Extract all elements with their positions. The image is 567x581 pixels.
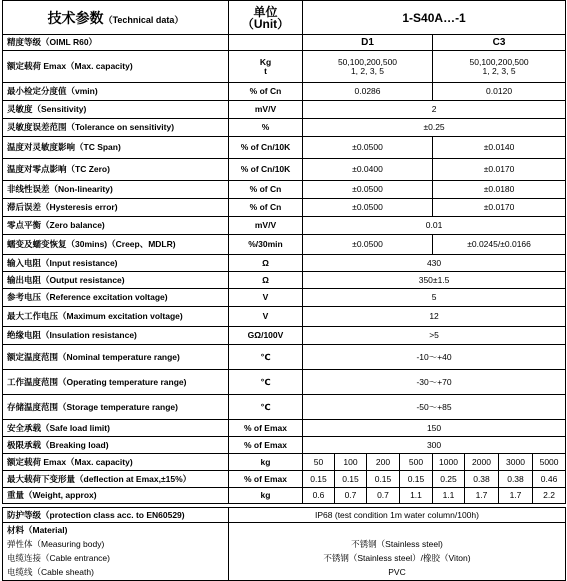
header-unit bbox=[229, 1, 303, 35]
cap-cell: 1000 bbox=[433, 454, 465, 471]
row-label: 极限承载（Breaking load) bbox=[3, 437, 229, 454]
grade-c3: C3 bbox=[433, 35, 566, 51]
row-label: 额定载荷 Emax（Max. capacity) bbox=[3, 51, 229, 83]
row-unit: ℃ bbox=[229, 370, 303, 395]
value-c3: ±0.0170 bbox=[433, 199, 566, 217]
body-label: 弹性体（Measuring body) bbox=[7, 538, 105, 549]
row-unit: Ω bbox=[229, 255, 303, 272]
row-unit: %/30min bbox=[229, 235, 303, 255]
deflection-cell: 0.38 bbox=[499, 471, 533, 488]
row-label: 存储温度范围（Storage temperature range) bbox=[3, 395, 229, 420]
row-label: 温度对零点影响（TC Zero) bbox=[3, 159, 229, 181]
table-row bbox=[3, 83, 566, 101]
deflection-cell: 0.15 bbox=[303, 471, 335, 488]
row-unit: ℃ bbox=[229, 395, 303, 420]
value-c3: ±0.0140 bbox=[433, 137, 566, 159]
unit-kg: Kg bbox=[259, 57, 272, 67]
row-label: 输入电阻（Input resistance) bbox=[3, 255, 229, 272]
table-row bbox=[3, 217, 566, 235]
row-label: 灵敏度（Sensitivity) bbox=[3, 101, 229, 119]
value-d1: ±0.0500 bbox=[303, 199, 433, 217]
table-row bbox=[3, 235, 566, 255]
table-row bbox=[3, 137, 566, 159]
table-row bbox=[3, 508, 566, 523]
row-label: 灵敏度误差范围（Tolerance on sensitivity) bbox=[3, 119, 229, 137]
row-label: 零点平衡（Zero balance) bbox=[3, 217, 229, 235]
row-unit: V bbox=[229, 289, 303, 307]
table-row bbox=[3, 272, 566, 289]
cap-cell: 50 bbox=[303, 454, 335, 471]
table-row bbox=[3, 289, 566, 307]
value-c3: 0.0120 bbox=[433, 83, 566, 101]
emax-c3 bbox=[433, 51, 566, 83]
table-row bbox=[3, 345, 566, 370]
row-label: 重量（Weight, approx) bbox=[3, 488, 229, 504]
table-row bbox=[3, 471, 566, 488]
row-value: 300 bbox=[303, 437, 566, 454]
row-value: 150 bbox=[303, 420, 566, 437]
row-unit: % of Cn bbox=[229, 181, 303, 199]
table-row bbox=[3, 523, 566, 581]
row-value: IP68 (test condition 1m water column/100h) bbox=[229, 508, 566, 523]
table-row bbox=[3, 181, 566, 199]
row-unit: % of Emax bbox=[229, 437, 303, 454]
row-label: 参考电压（Reference excitation voltage) bbox=[3, 289, 229, 307]
row-value: 350±1.5 bbox=[303, 272, 566, 289]
row-unit bbox=[229, 35, 303, 51]
table-row bbox=[3, 255, 566, 272]
row-unit: % of Emax bbox=[229, 471, 303, 488]
table-row bbox=[3, 307, 566, 327]
sheath-value: PVC bbox=[388, 566, 406, 577]
row-label: 防护等级（protection class acc. to EN60529) bbox=[3, 508, 229, 523]
entrance-label: 电缆连接（Cable entrance) bbox=[7, 552, 110, 563]
material-values bbox=[229, 523, 566, 581]
value-c3: ±0.0245/±0.0166 bbox=[433, 235, 566, 255]
material-label: 材料（Material) bbox=[7, 524, 68, 535]
cap-cell: 500 bbox=[400, 454, 433, 471]
table-row bbox=[3, 101, 566, 119]
weight-cell: 2.2 bbox=[533, 488, 566, 504]
value-d1: ±0.0500 bbox=[303, 181, 433, 199]
deflection-cell: 0.46 bbox=[533, 471, 566, 488]
row-unit: V bbox=[229, 307, 303, 327]
value-d1: ±0.0400 bbox=[303, 159, 433, 181]
header-title-en: （Technical data） bbox=[103, 14, 184, 25]
table-row bbox=[3, 395, 566, 420]
row-value: 12 bbox=[303, 307, 566, 327]
row-label: 非线性误差（Non-linearity) bbox=[3, 181, 229, 199]
emax-d1-t: 1, 2, 3, 5 bbox=[350, 65, 385, 76]
weight-cell: 1.1 bbox=[400, 488, 433, 504]
row-unit: ℃ bbox=[229, 345, 303, 370]
row-value: 5 bbox=[303, 289, 566, 307]
entrance-value: 不锈钢（Stainless steel）/橡胶（Viton) bbox=[323, 552, 471, 563]
row-label: 滞后误差（Hysteresis error) bbox=[3, 199, 229, 217]
header-model: 1-S40A…-1 bbox=[303, 1, 566, 35]
row-label: 输出电阻（Output resistance) bbox=[3, 272, 229, 289]
row-value: -50～+85 bbox=[303, 395, 566, 420]
body-value: 不锈钢（Stainless steel) bbox=[351, 538, 443, 549]
cap-cell: 100 bbox=[335, 454, 367, 471]
value-d1: ±0.0500 bbox=[303, 235, 433, 255]
row-unit: GΩ/100V bbox=[229, 327, 303, 345]
table-row bbox=[3, 370, 566, 395]
deflection-cell: 0.15 bbox=[335, 471, 367, 488]
table-row bbox=[3, 437, 566, 454]
row-value: 2 bbox=[303, 101, 566, 119]
deflection-cell: 0.15 bbox=[367, 471, 400, 488]
deflection-cell: 0.25 bbox=[433, 471, 465, 488]
value-c3: ±0.0180 bbox=[433, 181, 566, 199]
value-d1: ±0.0500 bbox=[303, 137, 433, 159]
row-unit: kg bbox=[229, 488, 303, 504]
row-value: >5 bbox=[303, 327, 566, 345]
row-label: 蠕变及蠕变恢复（30mins)（Creep、MDLR) bbox=[3, 235, 229, 255]
row-label: 额定载荷 Emax（Max. capacity) bbox=[3, 454, 229, 471]
row-unit: Ω bbox=[229, 272, 303, 289]
row-unit: % of Cn bbox=[229, 199, 303, 217]
row-unit: kg bbox=[229, 454, 303, 471]
sheath-label: 电缆线（Cable sheath) bbox=[7, 566, 94, 577]
row-value: -10～+40 bbox=[303, 345, 566, 370]
row-label: 最小检定分度值（vmin) bbox=[3, 83, 229, 101]
row-value: -30～+70 bbox=[303, 370, 566, 395]
row-unit: % of Cn bbox=[229, 83, 303, 101]
row-unit: % of Cn/10K bbox=[229, 159, 303, 181]
weight-cell: 0.7 bbox=[367, 488, 400, 504]
row-label: 最大工作电压（Maximum excitation voltage) bbox=[3, 307, 229, 327]
cap-cell: 5000 bbox=[533, 454, 566, 471]
row-label: 额定温度范围（Nominal temperature range) bbox=[3, 345, 229, 370]
emax-d1 bbox=[303, 51, 433, 83]
table-row bbox=[3, 199, 566, 217]
table-row bbox=[3, 420, 566, 437]
header-title-cn: 技术参数 bbox=[47, 9, 104, 26]
value-d1: 0.0286 bbox=[303, 83, 433, 101]
technical-data-table bbox=[2, 0, 566, 504]
row-unit: % of Cn/10K bbox=[229, 137, 303, 159]
deflection-cell: 0.15 bbox=[400, 471, 433, 488]
weight-cell: 1.1 bbox=[433, 488, 465, 504]
header-title bbox=[3, 1, 229, 35]
table-row bbox=[3, 159, 566, 181]
weight-cell: 0.6 bbox=[303, 488, 335, 504]
cap-cell: 2000 bbox=[465, 454, 499, 471]
value-c3: ±0.0170 bbox=[433, 159, 566, 181]
cap-cell: 200 bbox=[367, 454, 400, 471]
emax-d1-kg: 50,100,200,500 bbox=[337, 57, 398, 67]
row-value: ±0.25 bbox=[303, 119, 566, 137]
table-row bbox=[3, 454, 566, 471]
emax-c3-t: 1, 2, 3, 5 bbox=[482, 65, 516, 76]
row-unit: % bbox=[229, 119, 303, 137]
row-value: 430 bbox=[303, 255, 566, 272]
cap-cell: 3000 bbox=[499, 454, 533, 471]
header-row bbox=[3, 1, 566, 35]
weight-cell: 0.7 bbox=[335, 488, 367, 504]
emax-c3-kg: 50,100,200,500 bbox=[469, 57, 529, 67]
unit-t: t bbox=[264, 65, 267, 76]
material-labels bbox=[3, 523, 229, 581]
table-row bbox=[3, 488, 566, 504]
row-unit: mV/V bbox=[229, 101, 303, 119]
row-unit: mV/V bbox=[229, 217, 303, 235]
materials-table bbox=[2, 507, 566, 581]
row-label: 安全承载（Safe load limit) bbox=[3, 420, 229, 437]
row-label: 最大载荷下变形量（deflection at Emax,±15%） bbox=[3, 471, 229, 488]
row-label: 精度等级（OIML R60） bbox=[3, 35, 229, 51]
weight-cell: 1.7 bbox=[499, 488, 533, 504]
row-unit: % of Emax bbox=[229, 420, 303, 437]
row-label: 绝缘电阻（Insulation resistance) bbox=[3, 327, 229, 345]
table-row bbox=[3, 35, 566, 51]
table-row bbox=[3, 327, 566, 345]
header-unit-en: （Unit） bbox=[241, 16, 290, 31]
table-row bbox=[3, 119, 566, 137]
header-unit-cn: 单位 bbox=[253, 4, 278, 19]
weight-cell: 1.7 bbox=[465, 488, 499, 504]
row-label: 温度对灵敏度影响（TC Span) bbox=[3, 137, 229, 159]
row-unit bbox=[229, 51, 303, 83]
row-label: 工作温度范围（Operating temperature range) bbox=[3, 370, 229, 395]
deflection-cell: 0.38 bbox=[465, 471, 499, 488]
grade-d1: D1 bbox=[303, 35, 433, 51]
row-value: 0.01 bbox=[303, 217, 566, 235]
table-row bbox=[3, 51, 566, 83]
